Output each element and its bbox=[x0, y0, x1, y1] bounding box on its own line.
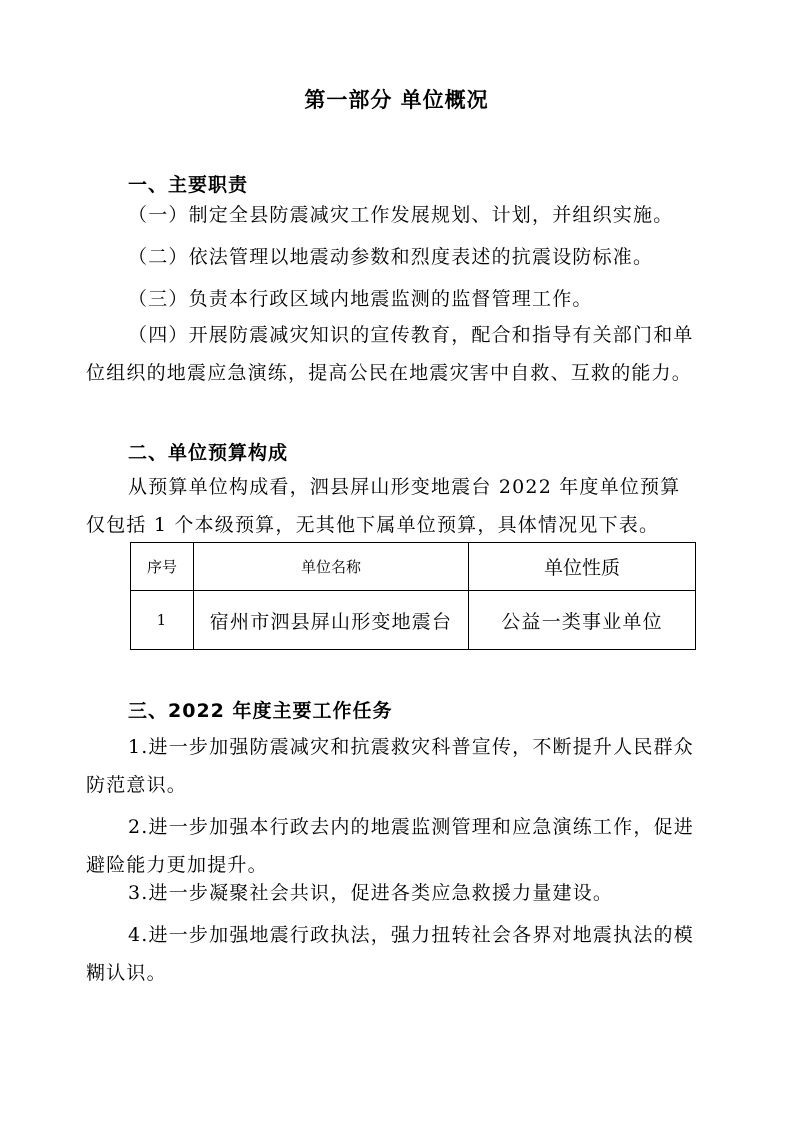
table-cell-unit-name: 宿州市泗县屏山形变地震台 bbox=[194, 591, 469, 650]
page-title: 第一部分 单位概况 bbox=[304, 88, 489, 112]
section-heading-responsibilities: 一、主要职责 bbox=[128, 174, 249, 196]
section-heading-main-tasks: 三、2022 年度主要工作任务 bbox=[128, 700, 393, 722]
section-heading-budget-composition: 二、单位预算构成 bbox=[128, 442, 289, 464]
table-header-unit-name: 单位名称 bbox=[194, 543, 469, 591]
task-item-2: 2.进一步加强本行政去内的地震监测管理和应急演练工作，促进避险能力更加提升。 bbox=[86, 816, 694, 876]
table-header-row bbox=[131, 543, 696, 591]
responsibility-item-1: （一）制定全县防震减灾工作发展规划、计划，并组织实施。 bbox=[128, 204, 674, 226]
task-item-4: 4.进一步加强地震行政执法，强力扭转社会各界对地震执法的模糊认识。 bbox=[86, 924, 694, 984]
table-header-unit-type: 单位性质 bbox=[469, 543, 696, 591]
responsibility-item-2: （二）依法管理以地震动参数和烈度表述的抗震设防标准。 bbox=[128, 246, 654, 268]
table-header-index: 序号 bbox=[131, 543, 194, 591]
responsibility-item-3: （三）负责本行政区域内地震监测的监督管理工作。 bbox=[128, 288, 593, 310]
budget-composition-paragraph: 从预算单位构成看，泗县屏山形变地震台 2022 年度单位预算仅包括 1 个本级预算，无其他下属单位预算，具体情况见下表。 bbox=[86, 476, 681, 536]
table-cell-unit-type: 公益一类事业单位 bbox=[469, 591, 696, 650]
task-item-3: 3.进一步凝聚社会共识，促进各类应急救援力量建设。 bbox=[128, 882, 614, 904]
table-cell-index: 1 bbox=[131, 591, 194, 650]
budget-units-table bbox=[130, 542, 696, 650]
task-item-1: 1.进一步加强防震减灾和抗震救灾科普宣传，不断提升人民群众防范意识。 bbox=[86, 736, 694, 796]
responsibility-item-4: （四）开展防震减灾知识的宣传教育，配合和指导有关部门和单位组织的地震应急演练，提高公民在地震灾害中自救、互救的能力。 bbox=[86, 324, 694, 384]
table-row bbox=[131, 591, 696, 650]
